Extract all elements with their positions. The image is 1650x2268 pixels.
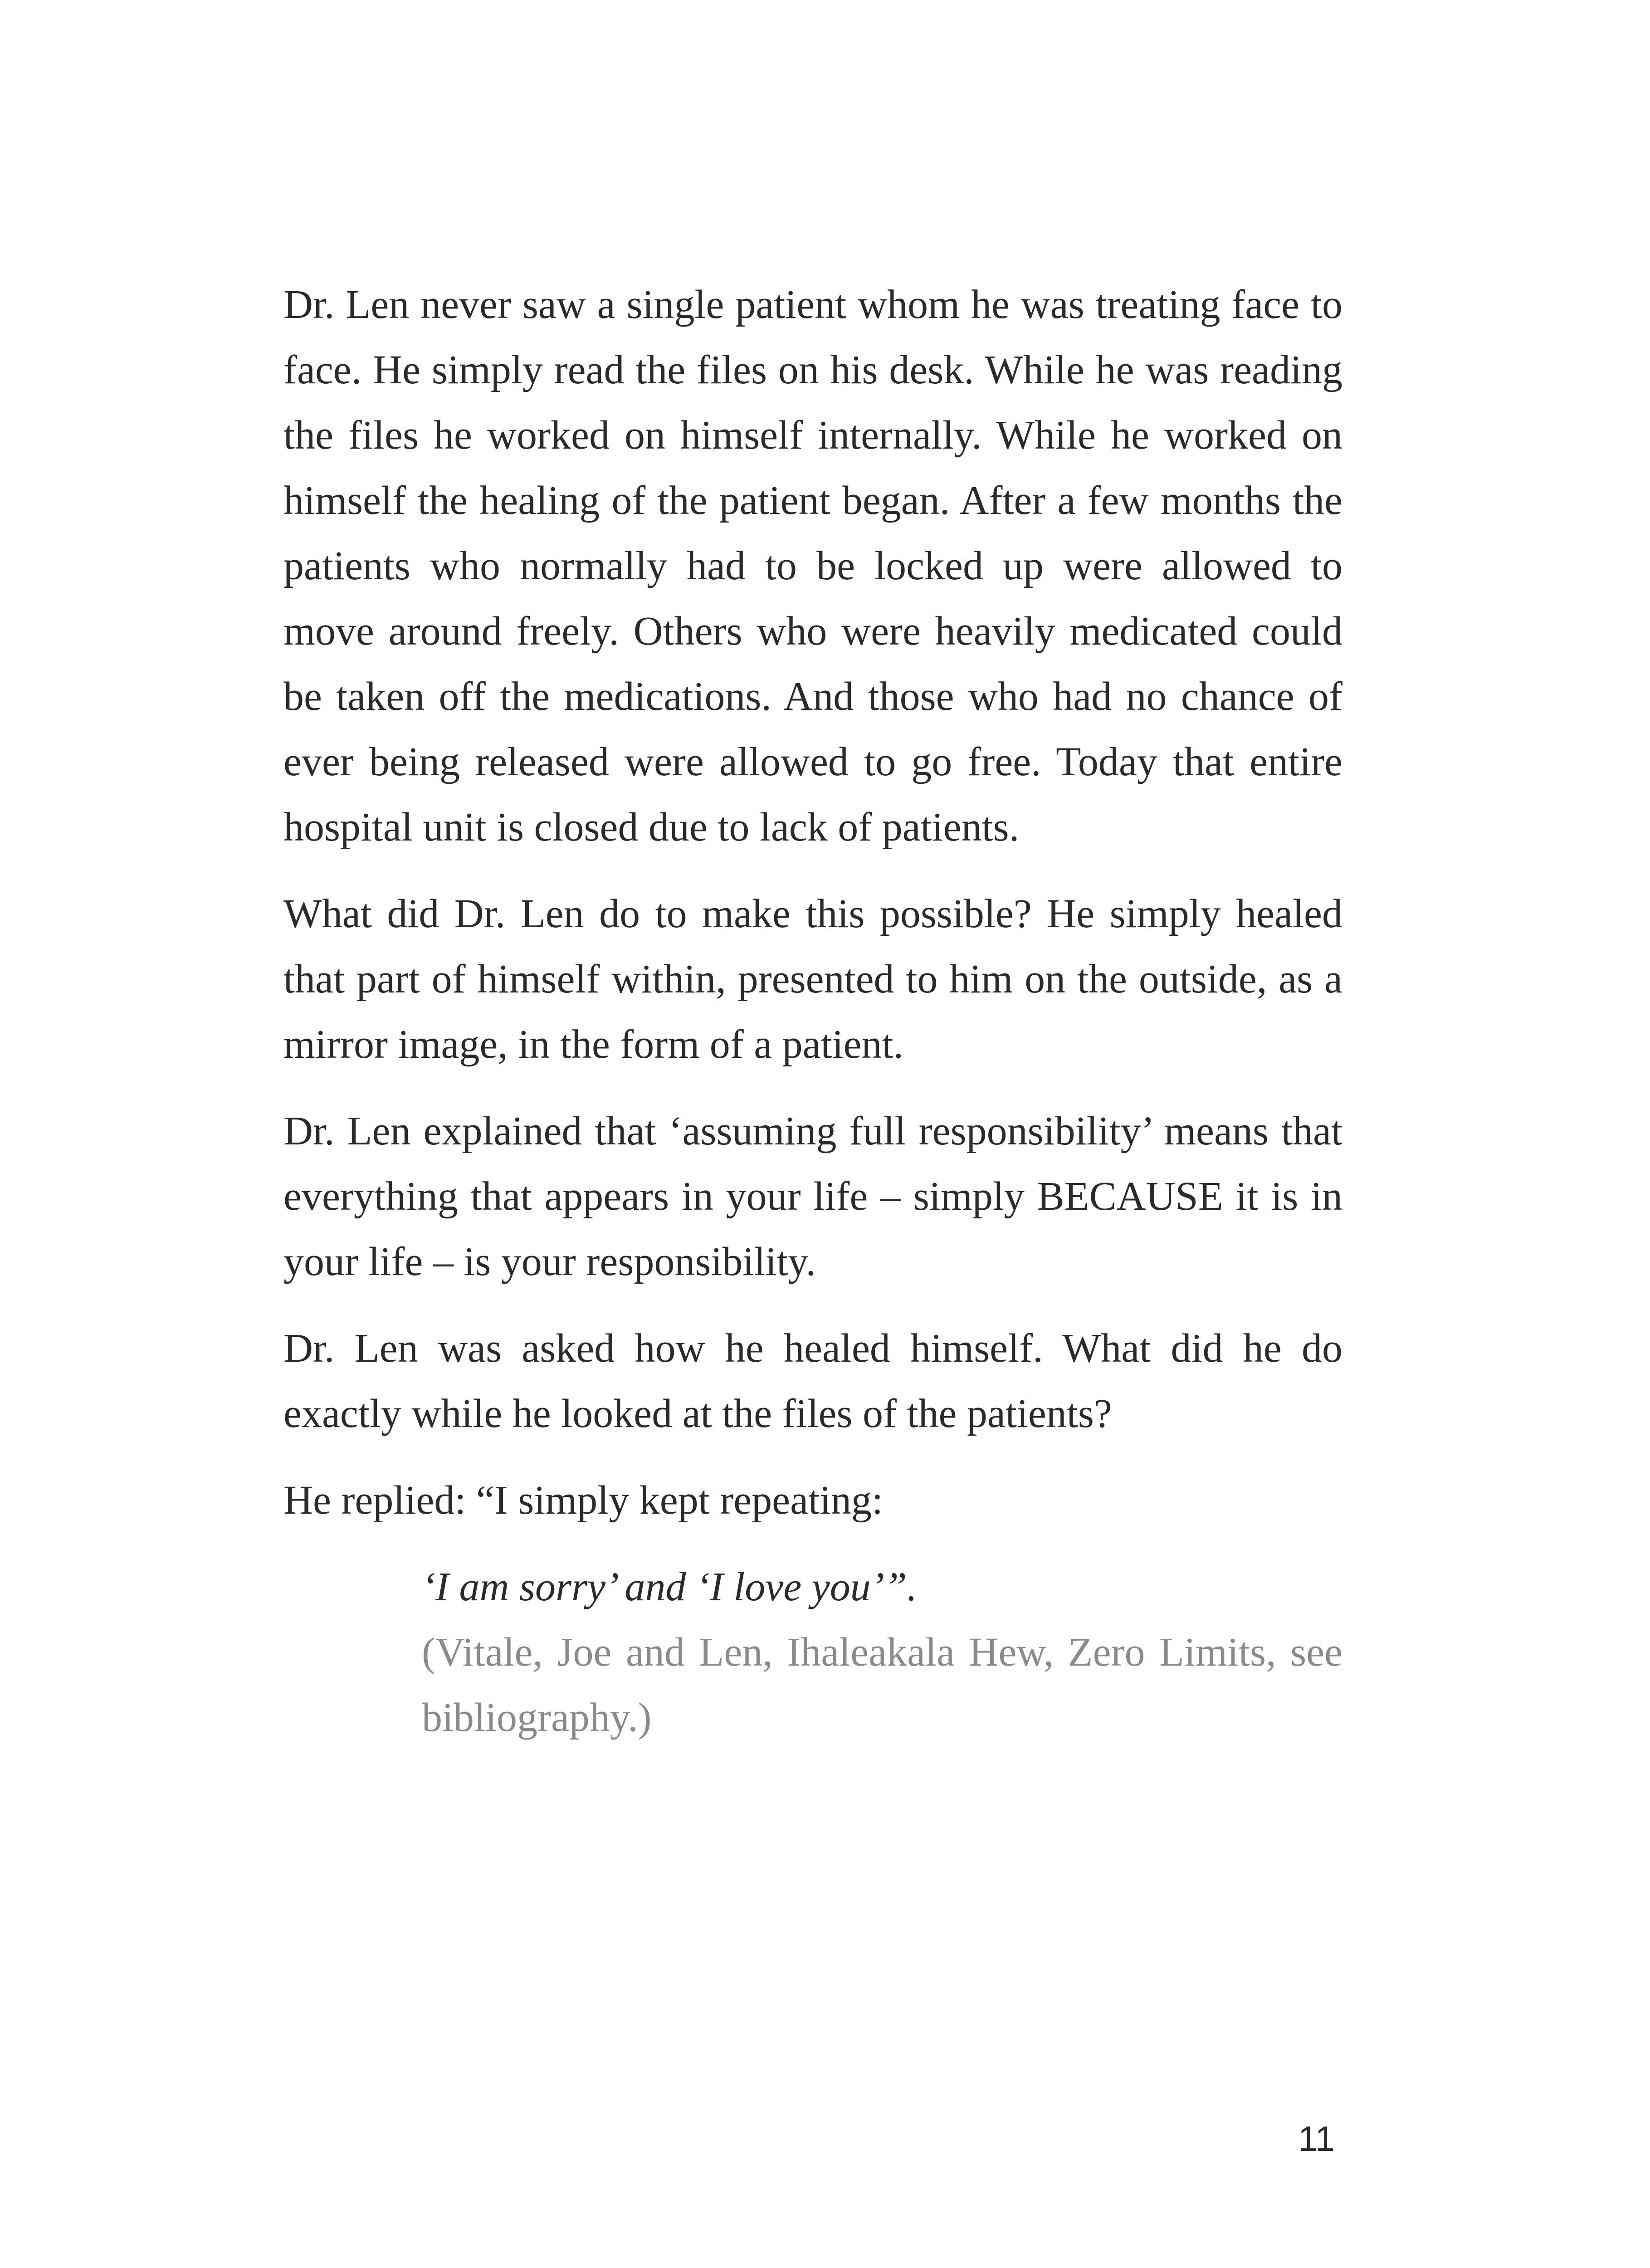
quote-text: ‘I am sorry’ and ‘I love you’”. (422, 1564, 918, 1609)
paragraph-what-did-dr-len-do: What did Dr. Len do to make this possible? He simply healed that part of himself within, presented to him on the outside, as a mirror image, in the form of a patient. (283, 891, 1342, 1067)
citation-text: (Vitale, Joe and Len, Ihaleakala Hew, Zero Limits, see bibliography.) (422, 1630, 1342, 1740)
paragraph-he-replied: He replied: “I simply kept repeating: (283, 1478, 884, 1523)
page-number: 11 (1298, 2119, 1335, 2159)
body-text (283, 272, 1342, 1750)
paragraph-how-he-healed: Dr. Len was asked how he healed himself. What did he do exactly while he looked at the files of the patients? (283, 1326, 1342, 1436)
paragraph-dr-len-files: Dr. Len never saw a single patient whom he was treating face to face. He simply read the files on his desk. While he was reading the files he worked on himself internally. While he worked on himself the healing of the patient began. After a few months the patients who normally had to be locked up were allowed to move around freely. Others who were heavily medicated could be taken off the medications. And those who had no chance of ever being released were allowed to go free. Today that entire hospital unit is closed due to lack of patients. (283, 282, 1342, 850)
quote-block (422, 1554, 1342, 1750)
paragraph-full-responsibility: Dr. Len explained that ‘assuming full responsibility’ means that everything that appears in your life – simply BECAUSE it is in your life – is your responsibility. (283, 1109, 1342, 1284)
